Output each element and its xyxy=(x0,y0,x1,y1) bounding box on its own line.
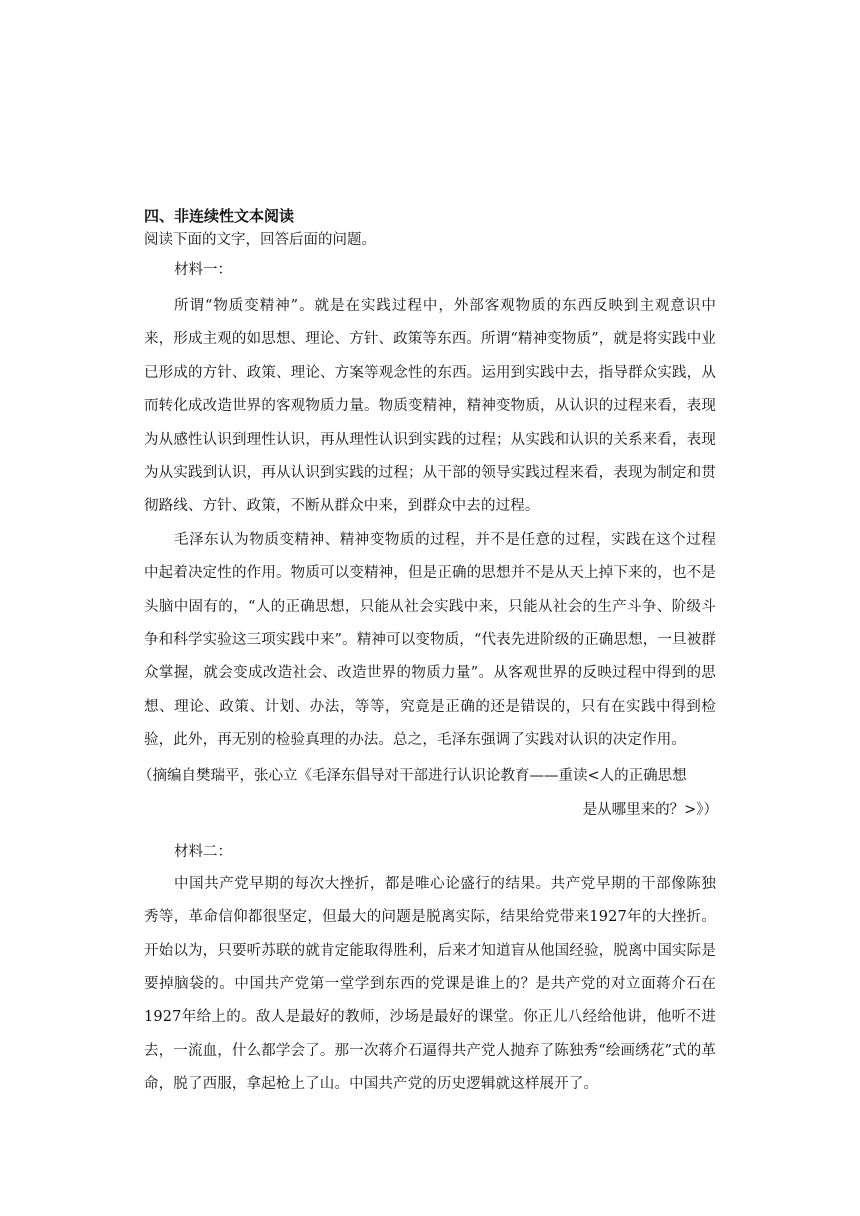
document-body xyxy=(138,206,718,1102)
material-1-source-line-continued: 是从哪里来的？>》） xyxy=(582,801,718,818)
material-1-paragraph: 毛泽东认为物质变精神、精神变物质的过程，并不是任意的过程，实践在这个过程中起着决定性的作用。物质可以变精神，但是正确的思想并不是从天上掉下来的，也不是头脑中固有的，“人的正确思想，只能从社会实践中来，只能从社会的生产斗争、阶级斗争和科学实验这三项实践中来”。精神可以变物质，“代表先进阶级的正确思想，一旦被群众掌握，就会变成改造社会、改造世界的物质力量”。从客观世界的反映过程中得到的思想、理论、政策、计划、办法，等等，究竟是正确的还是错误的，只有在实践中得到检验，此外，再无别的检验真理的办法。总之，毛泽东强调了实践对认识的决定作用。 xyxy=(144,531,716,749)
material-2-label: 材料二： xyxy=(174,843,232,860)
material-1-label: 材料一： xyxy=(174,262,232,278)
material-2-paragraph: 中国共产党早期的每次大挫折，都是唯心论盛行的结果。共产党早期的干部像陈独秀等，革命信仰都很坚定，但最大的问题是脱离实际，结果给党带来1927年的大挫折。开始以为，只要听苏联的就肯定能取得胜利，后来才知道盲从他国经验，脱离中国实际是要掉脑袋的。中国共产党第一堂学到东西的党课是谁上的？是共产党的对立面蒋介石在1927年给上的。敌人是最好的教师，沙场是最好的课堂。你正儿八经给他讲，他听不进去，一流血，什么都学会了。那一次蒋介石逼得共产党人抛弃了陈独秀“绘画绣花”式的革命，脱了西服，拿起枪上了山。中国共产党的历史逻辑就这样展开了。 xyxy=(144,875,716,1093)
material-1-source-line: （摘编自樊瑞平，张心立《毛泽东倡导对干部进行认识论教育——重读<人的正确思想 xyxy=(138,767,687,784)
section-title: 四、非连续性文本阅读 xyxy=(144,207,295,225)
instruction-text: 阅读下面的文字，回答后面的问题。 xyxy=(144,232,376,248)
material-1-paragraph: 所谓“物质变精神”。就是在实践过程中，外部客观物质的东西反映到主观意识中来，形成主观的如思想、理论、方针、政策等东西。所谓“精神变物质”，就是将实践中业已形成的方针、政策、理论、方案等观念性的东西。运用到实践中去，指导群众实践，从而转化成改造世界的客观物质力量。物质变精神，精神变物质，从认识的过程来看，表现为从感性认识到理性认识，再从理性认识到实践的过程；从实践和认识的关系来看，表现为从实践到认识，再从认识到实践的过程；从干部的领导实践过程来看，表现为制定和贯彻路线、方针、政策，不断从群众中来，到群众中去的过程。 xyxy=(144,298,716,515)
